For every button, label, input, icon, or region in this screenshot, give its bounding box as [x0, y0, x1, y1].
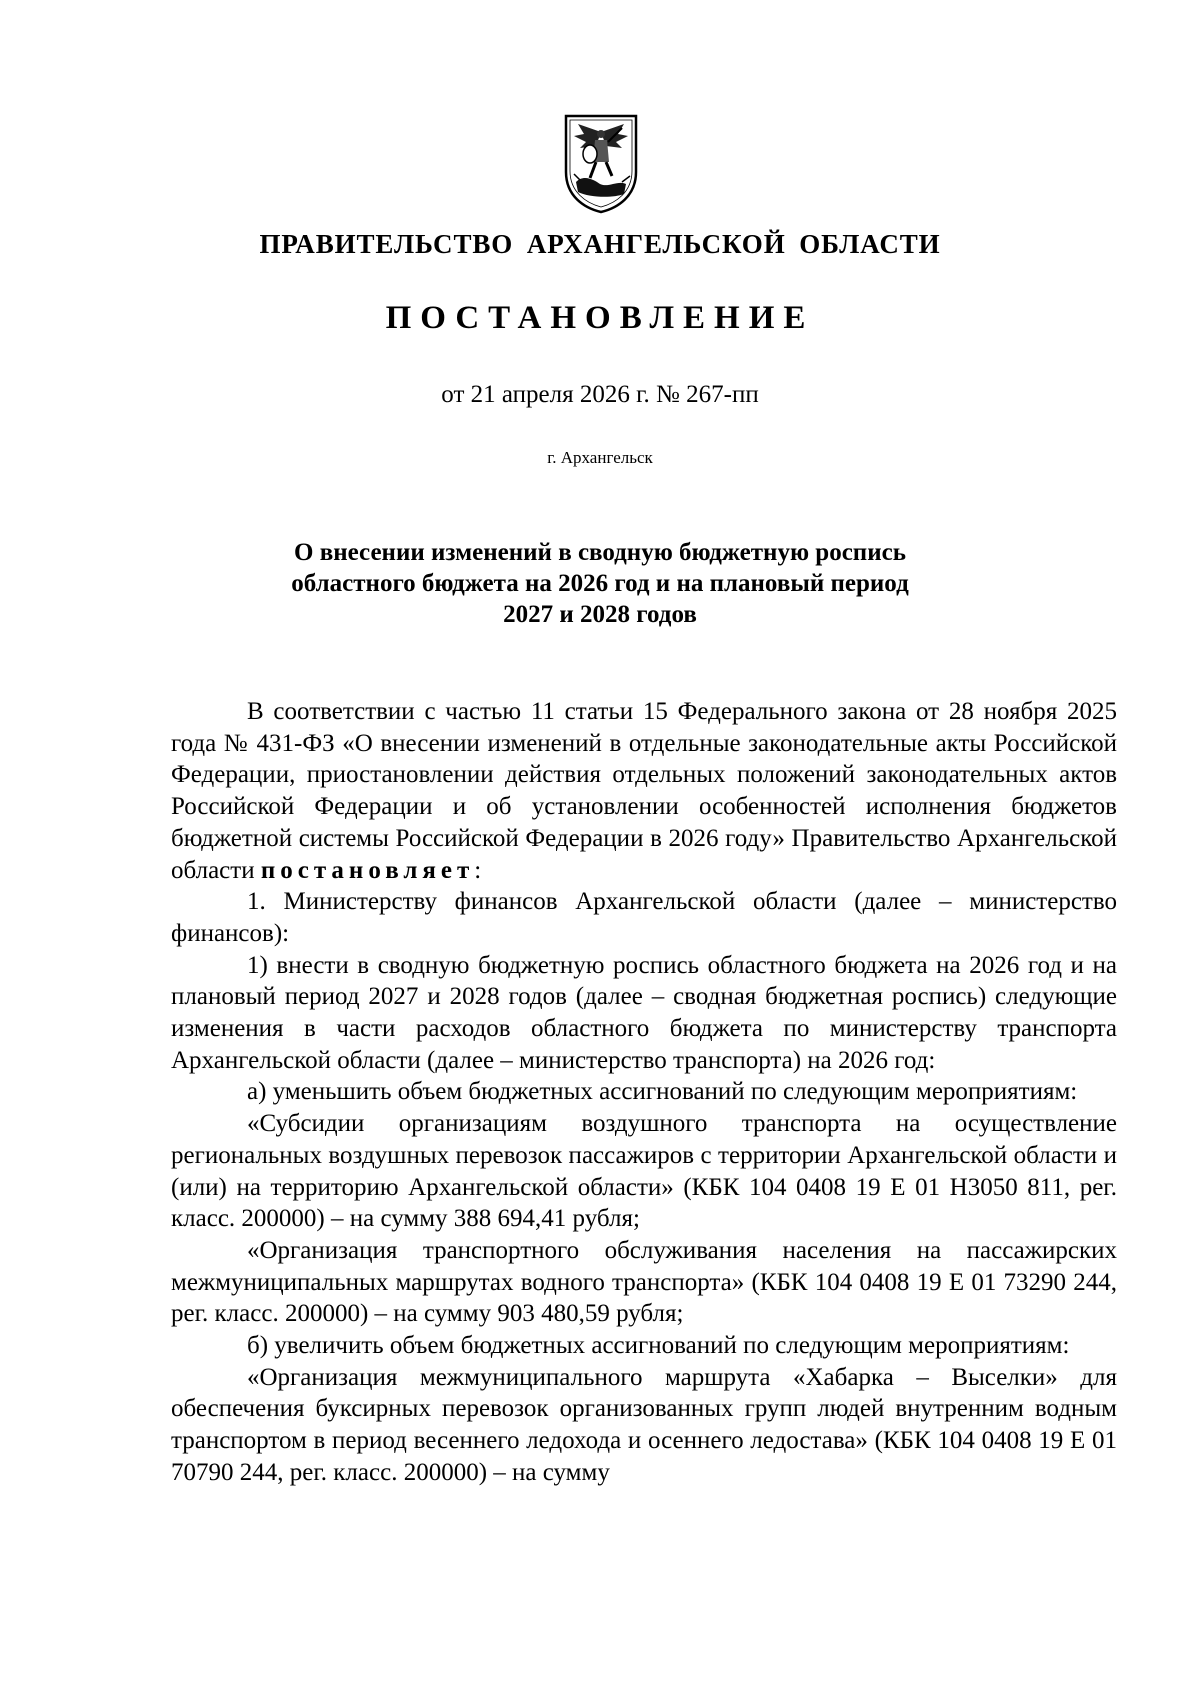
preamble-colon: : [474, 856, 482, 884]
paragraph-preamble [171, 696, 1117, 886]
document-title [180, 537, 1020, 630]
paragraph-subitem-1: 1) внести в сводную бюджетную роспись областного бюджета на 2026 год и на плановый период 2027 и 2028 годов (далее – сводная бюджетная роспись) следующие изменения в части расходов областного бюджета по министерству транспорта Архангельской области (далее – министерство транспорта) на 2026 год: [171, 951, 1117, 1074]
title-line-1: О внесении изменений в сводную бюджетную роспись [294, 539, 906, 566]
paragraph-measure-1: «Субсидии организациям воздушного транспорта на осуществление региональных воздушных перевозок пассажиров с территории Архангельской области и (или) на территорию Архангельской области» (КБК 104 0408 19 Е 01 Н3050 811, рег. класс. 200000) – на сумму 388 694,41 рубля; [171, 1110, 1117, 1233]
document-body [171, 696, 1117, 1489]
resolves-keyword: постановляет [260, 856, 475, 884]
title-line-3: 2027 и 2028 годов [503, 601, 697, 628]
paragraph-subitem-a: а) уменьшить объем бюджетных ассигнований по следующим мероприятиям: [247, 1078, 1078, 1106]
document-city: г. Архангельск [547, 448, 653, 467]
document-date-number: от 21 апреля 2026 г. № 267-пп [441, 381, 759, 408]
coat-of-arms-icon [560, 110, 642, 214]
preamble-text: В соответствии с частью 11 статьи 15 Федерального закона от 28 ноября 2025 года № 431-ФЗ «О внесении изменений в отдельные законодательные акты Российской Федерации, приостановлении действия отдельных положений законодательных актов Российской Федерации и об установлении особенностей исполнения бюджетов бюджетной системы Российской Федерации в 2026 году» Правительство Архангельской области [171, 698, 1117, 884]
paragraph-subitem-b: б) увеличить объем бюджетных ассигнований по следующим мероприятиям: [247, 1332, 1070, 1360]
paragraph-item-1: 1. Министерству финансов Архангельской области (далее – министерство финансов): [171, 888, 1117, 947]
title-line-2: областного бюджета на 2026 год и на плановый период [291, 570, 909, 597]
document-type: ПОСТАНОВЛЕНИЕ [385, 300, 815, 336]
organization-name: ПРАВИТЕЛЬСТВО АРХАНГЕЛЬСКОЙ ОБЛАСТИ [259, 229, 941, 259]
paragraph-measure-2: «Организация транспортного обслуживания населения на пассажирских межмуниципальных маршрутах водного транспорта» (КБК 104 0408 19 Е 01 73290 244, рег. класс. 200000) – на сумму 903 480,59 рубля; [171, 1236, 1117, 1328]
paragraph-measure-3: «Организация межмуниципального маршрута «Хабарка – Выселки» для обеспечения буксирных перевозок организованных групп людей внутренним водным транспортом в период весеннего ледохода и осеннего ледостава» (КБК 104 0408 19 Е 01 70790 244, рег. класс. 200000) – на сумму [171, 1363, 1117, 1486]
